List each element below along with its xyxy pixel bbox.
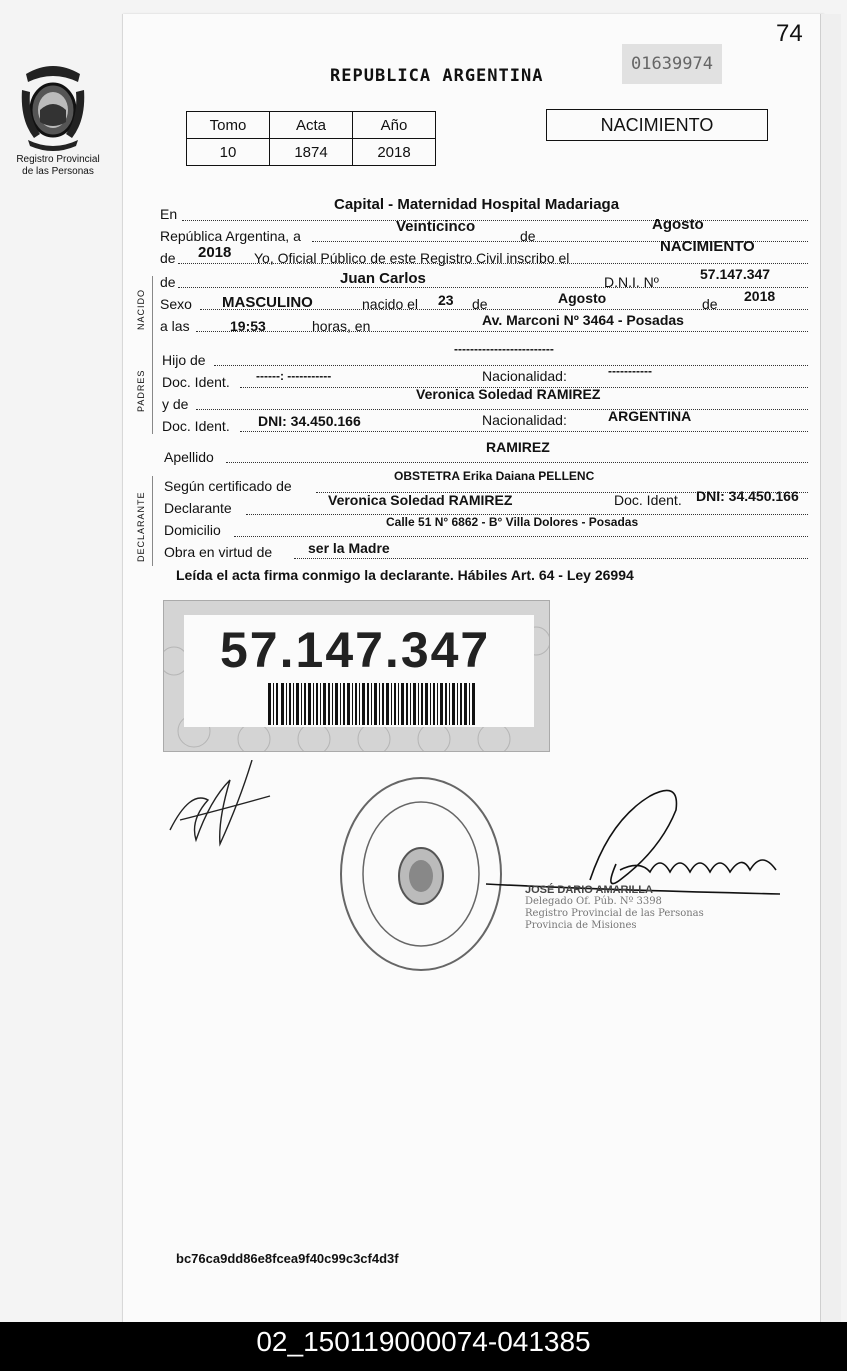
registry-value-acta: 1874 [270,139,353,166]
label-a-las: a las [160,318,190,334]
page-number: 74 [776,20,803,47]
declarant-signature [160,760,280,860]
label-oficial-text: Yo, Oficial Público de este Registro Civil inscribo el [254,250,570,266]
value-madre-doc: DNI: 34.450.166 [258,413,361,429]
registry-header-anio: Año [353,112,436,139]
officer-registry: Registro Provincial de las Personas [525,908,704,919]
label-declarante: Declarante [164,500,232,516]
label-nacido-el: nacido el [362,296,419,312]
record-type: NACIMIENTO [546,109,768,141]
value-padre: ------------------------- [454,342,554,356]
dni-sticker-number: 57.147.347 [220,622,491,678]
value-padre-nacionalidad: ----------- [608,364,652,378]
value-nac-anio: 2018 [744,288,776,304]
dotted-line [234,536,808,537]
registry-header-acta: Acta [270,112,353,139]
document-title: REPUBLICA ARGENTINA [330,66,544,86]
value-madre: Veronica Soledad RAMIREZ [416,386,601,402]
logo-caption-line1: Registro Provincial [16,154,100,165]
section-label-padres: PADRES [136,369,146,412]
dotted-line [214,365,808,366]
section-divider [152,358,153,434]
officer-name: JOSÉ DARIO AMARILLA [525,884,653,896]
value-acto: NACIMIENTO [660,238,755,255]
registry-table [186,111,436,166]
province-coat-of-arms [20,60,86,152]
label-doc-ident: Doc. Ident. [614,492,682,508]
serial-number: 01639974 [622,44,722,84]
label-y-de: y de [162,396,189,412]
value-declarante: Veronica Soledad RAMIREZ [328,492,513,508]
value-hora: 19:53 [230,318,266,334]
label-horas-en: horas, en [312,318,371,334]
label-de: de [160,250,176,266]
dotted-line [178,287,808,288]
dotted-line [294,558,808,559]
value-declarante-doc: DNI: 34.450.166 [696,488,799,504]
value-nac-mes: Agosto [558,290,607,306]
label-de: de [702,296,718,312]
label-obra: Obra en virtud de [164,544,273,560]
logo-caption-line2: de las Personas [22,166,94,177]
value-certificado: OBSTETRA Erika Daiana PELLENC [394,469,595,483]
label-de: de [520,228,536,244]
officer-title: Delegado Of. Púb. Nº 3398 [525,896,662,907]
label-nacionalidad: Nacionalidad: [482,368,567,384]
registry-value-anio: 2018 [353,139,436,166]
file-identifier: 02_150119000074-041385 [0,1322,847,1371]
closing-statement: Leída el acta firma conmigo la declarante. Hábiles Art. 64 - Ley 26994 [176,567,634,583]
value-anio: 2018 [198,244,232,261]
label-doc-ident: Doc. Ident. [162,418,230,434]
value-lugar-nacimiento: Av. Marconi Nº 3464 - Posadas [482,312,684,328]
value-obra: ser la Madre [308,540,390,556]
section-divider [152,476,153,566]
label-sexo: Sexo [160,296,192,312]
value-padre-doc: ------: ----------- [256,369,332,383]
label-de: de [472,296,488,312]
officer-signature [480,780,790,900]
registry-header-tomo: Tomo [187,112,270,139]
label-hijo-de: Hijo de [162,352,206,368]
value-madre-nacionalidad: ARGENTINA [608,408,692,424]
section-label-nacido: NACIDO [136,288,146,330]
value-nombre: Juan Carlos [340,270,426,287]
dotted-line [196,331,808,332]
label-domicilio: Domicilio [164,522,221,538]
document-hash: bc76ca9dd86e8fcea9f40c99c3cf4d3f [176,1251,399,1266]
dotted-line [240,431,808,432]
value-domicilio: Calle 51 N° 6862 - B° Villa Dolores - Posadas [386,515,639,529]
value-sexo: MASCULINO [222,294,313,311]
registry-value-tomo: 10 [187,139,270,166]
value-lugar-inscripcion: Capital - Maternidad Hospital Madariaga [334,196,620,213]
barcode [268,683,478,725]
sheet-edge [820,14,841,1322]
dni-sticker [163,600,550,752]
section-divider [152,276,153,358]
section-label-declarante: DECLARANTE [136,491,146,562]
label-dni: D.N.I. Nº [604,274,659,290]
dotted-line [196,409,808,410]
value-dni: 57.147.347 [700,266,771,282]
value-apellido: RAMIREZ [486,439,550,455]
value-nac-dia: 23 [438,292,454,308]
officer-stamp [525,884,715,932]
label-de: de [160,274,176,290]
label-en: En [160,206,178,222]
label-segun-certificado: Según certificado de [164,478,292,494]
officer-province: Provincia de Misiones [525,920,637,931]
value-mes: Agosto [652,216,704,233]
dotted-line [182,220,808,221]
label-doc-ident: Doc. Ident. [162,374,230,390]
label-republica: República Argentina, a [160,228,301,244]
label-nacionalidad: Nacionalidad: [482,412,567,428]
dotted-line [226,462,808,463]
value-dia: Veinticinco [396,218,476,235]
label-apellido: Apellido [164,449,214,465]
